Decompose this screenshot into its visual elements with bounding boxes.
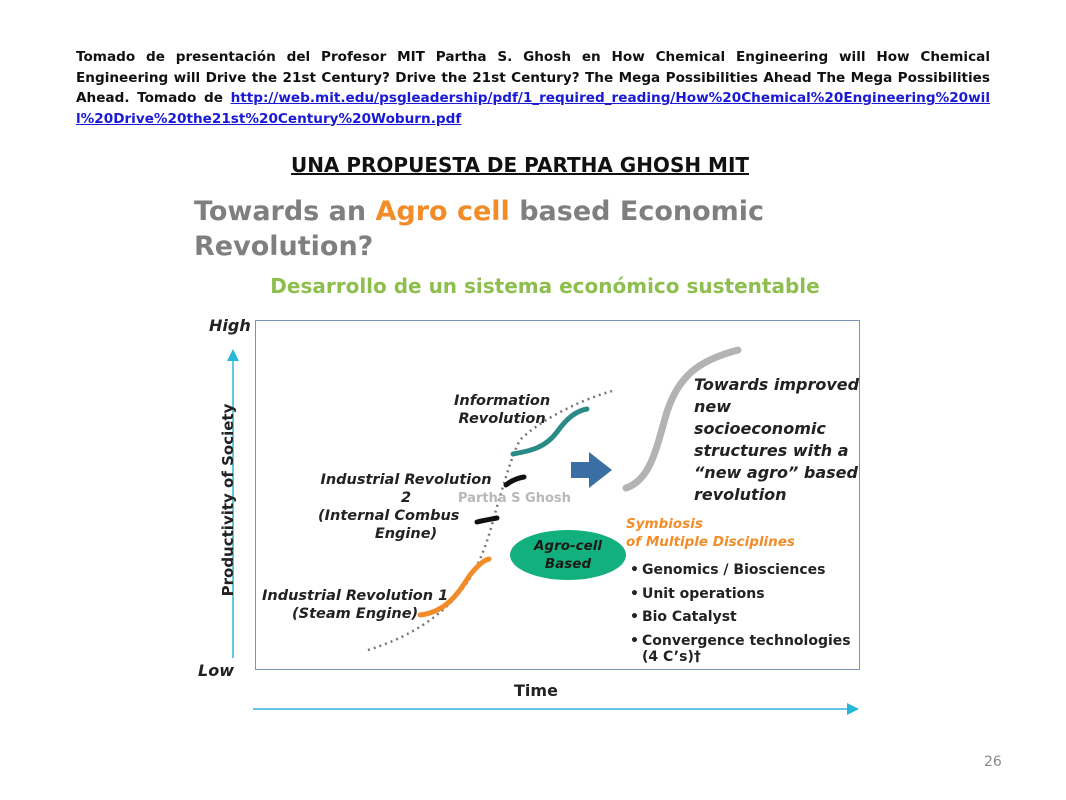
list-item: • Bio Catalyst — [630, 606, 851, 630]
page-number: 26 — [984, 754, 1002, 770]
information-revolution-label — [454, 392, 550, 428]
y-axis-high: High — [209, 316, 251, 335]
y-axis-label: Productivity of Society — [219, 403, 237, 597]
citation-text: Tomado de presentación del Profesor MIT Partha S. Ghosh en How Chemical Engineering will How Chemical Engineering will Drive the 21st Century? Drive the 21st Century? The Mega Possibilities Ahead The Mega Possibilities Ahead. Tomado de — [76, 49, 990, 106]
source-link[interactable]: http://web.mit.edu/psgleadership/pdf/1_required_reading/How%20Chemical%20Engineering%20will%20Drive%20the21st%20Century%20Woburn.pdf — [76, 90, 990, 127]
label-line: Revolution — [458, 411, 546, 427]
label-line: Industrial Revolution 1 — [262, 588, 449, 604]
list-item: • Unit operations — [630, 583, 851, 607]
agro-cell-ellipse — [510, 530, 626, 580]
label-line: Based — [544, 556, 592, 572]
list-item-tail: (4 C’s)† — [642, 649, 701, 665]
title-part1: Towards an — [194, 196, 376, 227]
label-line: new — [694, 397, 732, 416]
symbiosis-label — [626, 515, 795, 551]
label-line: revolution — [694, 485, 787, 504]
blue-forward-arrow — [571, 452, 612, 488]
label-line: Symbiosis — [626, 516, 703, 532]
y-axis-low: Low — [198, 661, 234, 680]
label-line: (Internal Combus — [318, 508, 460, 524]
industrial-revolution-2-label — [318, 471, 494, 543]
combustion-engine-curve-upper — [506, 477, 524, 485]
title-part2: based Economic Revolution? — [194, 196, 765, 262]
list-item: • Genomics / Biosciences — [630, 559, 851, 583]
label-line: Industrial Revolution 2 — [320, 472, 492, 506]
label-line: Information — [454, 393, 551, 409]
towards-improved-label — [694, 374, 864, 506]
title-highlight: Agro cell — [375, 196, 510, 227]
industrial-revolution-1-label — [262, 587, 448, 623]
label-line: socioeconomic — [694, 419, 826, 438]
label-line: (Steam Engine) — [292, 606, 419, 622]
list-item: • Convergence technologies — [630, 630, 851, 654]
label-line: Towards improved — [694, 375, 860, 394]
label-line: Agro-cell — [533, 538, 603, 554]
label-line: of Multiple Disciplines — [626, 534, 795, 550]
author-watermark: Partha S Ghosh — [458, 491, 571, 506]
disciplines-list — [630, 559, 851, 653]
label-line: structures with a — [694, 441, 849, 460]
label-line: “new agro” based — [694, 463, 858, 482]
label-line: Engine) — [374, 526, 438, 542]
x-axis-label: Time — [514, 681, 558, 700]
diagram-subtitle: Desarrollo de un sistema económico sustentable — [270, 274, 820, 298]
slide-heading: UNA PROPUESTA DE PARTHA GHOSH MIT — [290, 153, 750, 177]
